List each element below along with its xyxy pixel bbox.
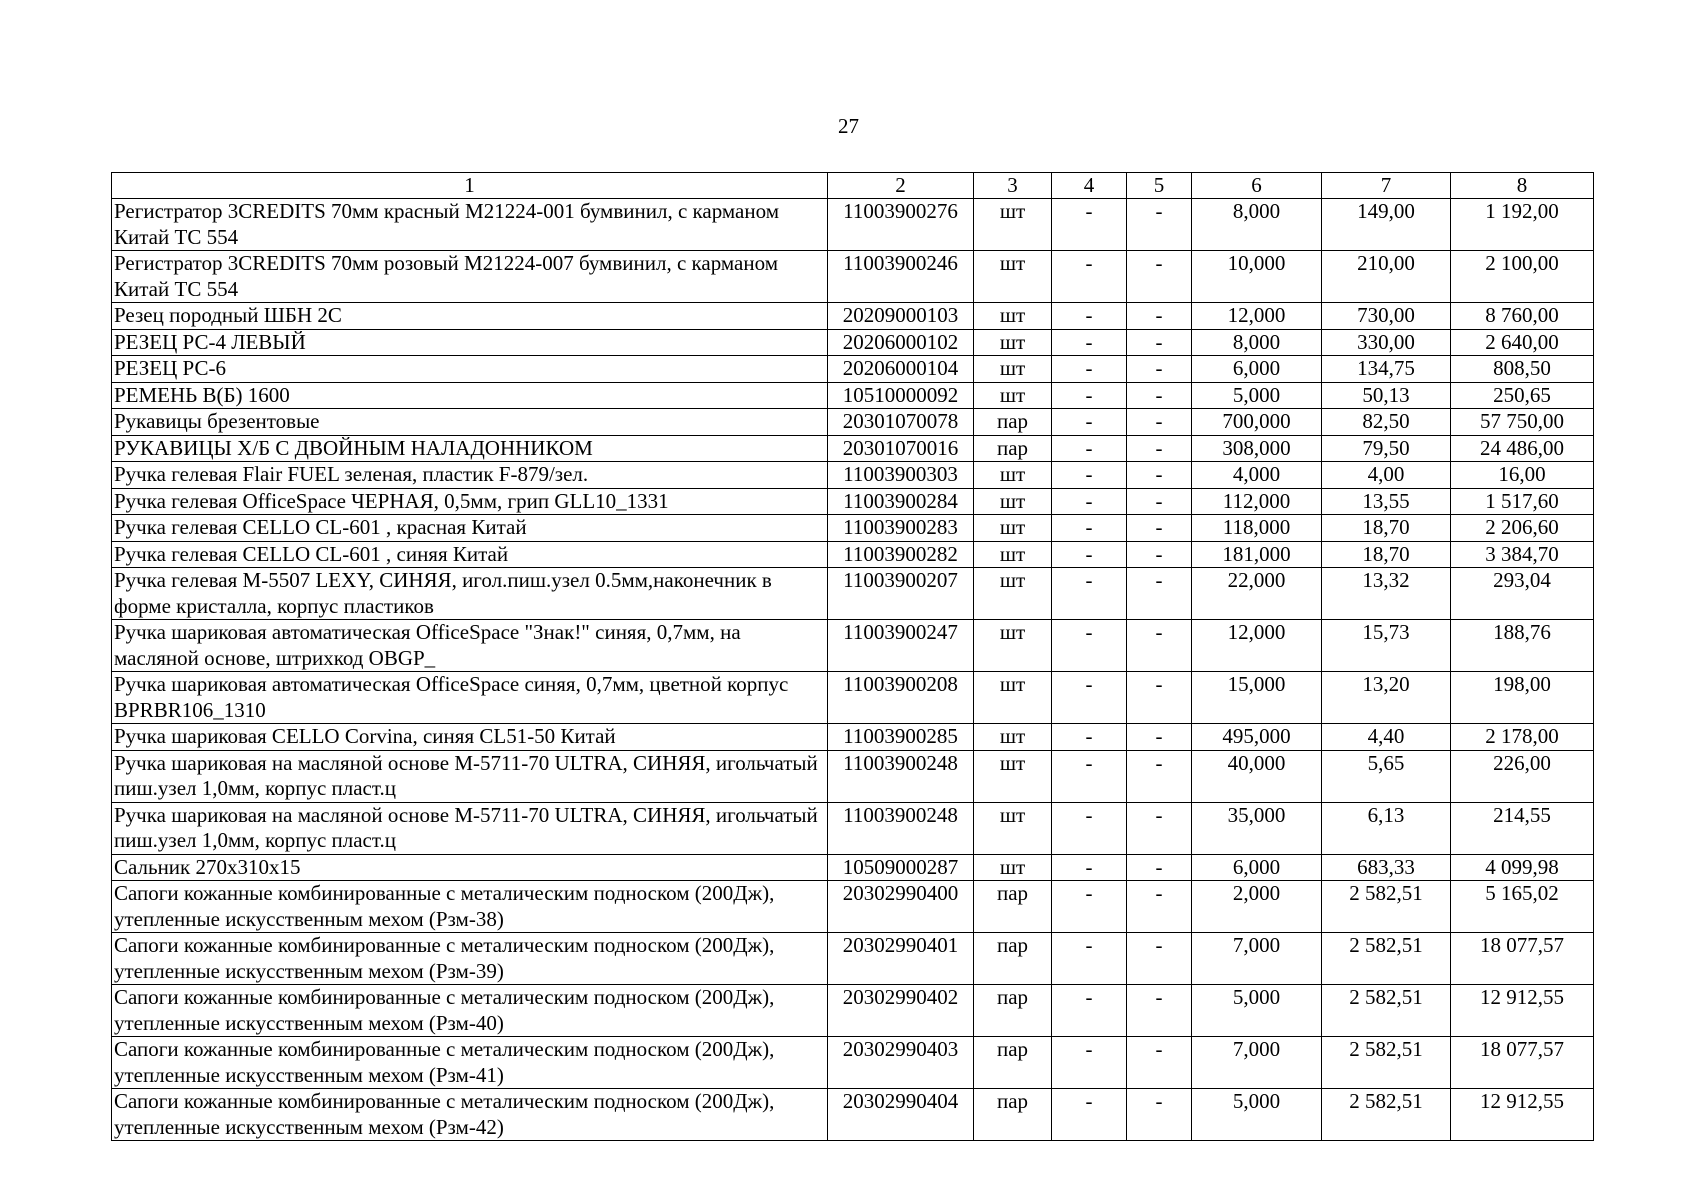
unit-cell: шт: [974, 724, 1052, 751]
unit-cell: шт: [974, 462, 1052, 489]
item-name-cell: Сапоги кожанные комбинированные с металическим подноском (200Дж), утепленные искусственным мехом (Рзм-41): [112, 1037, 828, 1089]
column-4-cell: -: [1052, 462, 1127, 489]
item-code-cell: 11003900303: [828, 462, 974, 489]
inventory-table: [111, 172, 1594, 1141]
sum-cell: 293,04: [1451, 568, 1594, 620]
column-5-cell: -: [1127, 933, 1192, 985]
sum-cell: 188,76: [1451, 620, 1594, 672]
quantity-cell: 10,000: [1192, 251, 1322, 303]
item-code-cell: 20302990404: [828, 1089, 974, 1141]
unit-cell: пар: [974, 933, 1052, 985]
item-code-cell: 11003900248: [828, 802, 974, 854]
table-row: [112, 1089, 1594, 1141]
table-row: [112, 329, 1594, 356]
item-code-cell: 11003900208: [828, 672, 974, 724]
column-5-cell: -: [1127, 985, 1192, 1037]
sum-cell: 57 750,00: [1451, 409, 1594, 436]
column-5-cell: -: [1127, 881, 1192, 933]
price-cell: 2 582,51: [1322, 1089, 1451, 1141]
column-4-cell: -: [1052, 985, 1127, 1037]
quantity-cell: 22,000: [1192, 568, 1322, 620]
unit-cell: пар: [974, 985, 1052, 1037]
sum-cell: 18 077,57: [1451, 933, 1594, 985]
item-code-cell: 11003900247: [828, 620, 974, 672]
item-code-cell: 11003900283: [828, 515, 974, 542]
item-name-cell: Сальник 270х310х15: [112, 854, 828, 881]
item-code-cell: 20301070078: [828, 409, 974, 436]
table-row: [112, 382, 1594, 409]
item-code-cell: 20206000104: [828, 356, 974, 383]
column-header: 5: [1127, 173, 1192, 199]
price-cell: 2 582,51: [1322, 933, 1451, 985]
sum-cell: 250,65: [1451, 382, 1594, 409]
column-5-cell: -: [1127, 802, 1192, 854]
unit-cell: шт: [974, 750, 1052, 802]
column-4-cell: -: [1052, 199, 1127, 251]
price-cell: 210,00: [1322, 251, 1451, 303]
unit-cell: шт: [974, 620, 1052, 672]
column-4-cell: -: [1052, 251, 1127, 303]
unit-cell: пар: [974, 1089, 1052, 1141]
unit-cell: шт: [974, 854, 1052, 881]
unit-cell: шт: [974, 303, 1052, 330]
sum-cell: 1 192,00: [1451, 199, 1594, 251]
table-row: [112, 488, 1594, 515]
column-5-cell: -: [1127, 329, 1192, 356]
unit-cell: шт: [974, 488, 1052, 515]
quantity-cell: 5,000: [1192, 382, 1322, 409]
table-row: [112, 854, 1594, 881]
sum-cell: 8 760,00: [1451, 303, 1594, 330]
unit-cell: пар: [974, 1037, 1052, 1089]
unit-cell: шт: [974, 541, 1052, 568]
unit-cell: шт: [974, 382, 1052, 409]
column-4-cell: -: [1052, 409, 1127, 436]
item-code-cell: 20206000102: [828, 329, 974, 356]
item-name-cell: Ручка шариковая на масляной основе M-5711-70 ULTRA, СИНЯЯ, игольчатый пиш.узел 1,0мм, корпус пласт.ц: [112, 750, 828, 802]
item-name-cell: Регистратор 3CREDITS 70мм красный М21224-001 бумвинил, с карманом Китай TC 554: [112, 199, 828, 251]
sum-cell: 24 486,00: [1451, 435, 1594, 462]
quantity-cell: 181,000: [1192, 541, 1322, 568]
column-4-cell: -: [1052, 933, 1127, 985]
column-4-cell: -: [1052, 881, 1127, 933]
column-4-cell: -: [1052, 1037, 1127, 1089]
column-5-cell: -: [1127, 199, 1192, 251]
quantity-cell: 15,000: [1192, 672, 1322, 724]
sum-cell: 16,00: [1451, 462, 1594, 489]
price-cell: 4,00: [1322, 462, 1451, 489]
unit-cell: шт: [974, 672, 1052, 724]
sum-cell: 18 077,57: [1451, 1037, 1594, 1089]
item-code-cell: 11003900276: [828, 199, 974, 251]
column-5-cell: -: [1127, 1037, 1192, 1089]
table-row: [112, 409, 1594, 436]
unit-cell: шт: [974, 515, 1052, 542]
column-4-cell: -: [1052, 1089, 1127, 1141]
sum-cell: 2 178,00: [1451, 724, 1594, 751]
quantity-cell: 4,000: [1192, 462, 1322, 489]
item-name-cell: Ручка шариковая автоматическая OfficeSpace синяя, 0,7мм, цветной корпус BPRBR106_1310: [112, 672, 828, 724]
column-4-cell: -: [1052, 488, 1127, 515]
column-5-cell: -: [1127, 541, 1192, 568]
item-name-cell: Сапоги кожанные комбинированные с металическим подноском (200Дж), утепленные искусственным мехом (Рзм-38): [112, 881, 828, 933]
unit-cell: шт: [974, 802, 1052, 854]
sum-cell: 2 206,60: [1451, 515, 1594, 542]
column-5-cell: -: [1127, 435, 1192, 462]
sum-cell: 12 912,55: [1451, 1089, 1594, 1141]
quantity-cell: 700,000: [1192, 409, 1322, 436]
column-header: 1: [112, 173, 828, 199]
table-row: [112, 199, 1594, 251]
column-4-cell: -: [1052, 750, 1127, 802]
quantity-cell: 6,000: [1192, 356, 1322, 383]
column-4-cell: -: [1052, 854, 1127, 881]
item-name-cell: Рукавицы брезентовые: [112, 409, 828, 436]
column-4-cell: -: [1052, 620, 1127, 672]
column-5-cell: -: [1127, 1089, 1192, 1141]
item-name-cell: Ручка шариковая на масляной основе M-5711-70 ULTRA, СИНЯЯ, игольчатый пиш.узел 1,0мм, корпус пласт.ц: [112, 802, 828, 854]
table-row: [112, 303, 1594, 330]
price-cell: 15,73: [1322, 620, 1451, 672]
price-cell: 82,50: [1322, 409, 1451, 436]
item-code-cell: 20302990402: [828, 985, 974, 1037]
sum-cell: 5 165,02: [1451, 881, 1594, 933]
unit-cell: пар: [974, 435, 1052, 462]
column-5-cell: -: [1127, 515, 1192, 542]
column-5-cell: -: [1127, 409, 1192, 436]
column-number-row: [112, 173, 1594, 199]
unit-cell: шт: [974, 356, 1052, 383]
item-code-cell: 20209000103: [828, 303, 974, 330]
price-cell: 330,00: [1322, 329, 1451, 356]
sum-cell: 2 100,00: [1451, 251, 1594, 303]
item-name-cell: Ручка шариковая CELLO Corvina, синяя CL51-50 Китай: [112, 724, 828, 751]
quantity-cell: 7,000: [1192, 1037, 1322, 1089]
column-4-cell: -: [1052, 724, 1127, 751]
item-name-cell: РЕЗЕЦ РС-6: [112, 356, 828, 383]
price-cell: 134,75: [1322, 356, 1451, 383]
item-code-cell: 11003900284: [828, 488, 974, 515]
item-name-cell: Сапоги кожанные комбинированные с металическим подноском (200Дж), утепленные искусственным мехом (Рзм-40): [112, 985, 828, 1037]
item-code-cell: 20302990403: [828, 1037, 974, 1089]
item-name-cell: Ручка гелевая CELLO CL-601 , красная Китай: [112, 515, 828, 542]
table-row: [112, 435, 1594, 462]
item-name-cell: Ручка гелевая Flair FUEL зеленая, пластик F-879/зел.: [112, 462, 828, 489]
item-name-cell: Регистратор 3CREDITS 70мм розовый М21224-007 бумвинил, с карманом Китай TC 554: [112, 251, 828, 303]
quantity-cell: 8,000: [1192, 199, 1322, 251]
quantity-cell: 7,000: [1192, 933, 1322, 985]
column-4-cell: -: [1052, 329, 1127, 356]
item-name-cell: Резец породный ШБН 2С: [112, 303, 828, 330]
item-code-cell: 10510000092: [828, 382, 974, 409]
quantity-cell: 40,000: [1192, 750, 1322, 802]
item-code-cell: 11003900282: [828, 541, 974, 568]
sum-cell: 1 517,60: [1451, 488, 1594, 515]
item-code-cell: 10509000287: [828, 854, 974, 881]
price-cell: 5,65: [1322, 750, 1451, 802]
column-5-cell: -: [1127, 488, 1192, 515]
quantity-cell: 5,000: [1192, 985, 1322, 1037]
price-cell: 6,13: [1322, 802, 1451, 854]
unit-cell: шт: [974, 329, 1052, 356]
item-name-cell: РЕЗЕЦ РС-4 ЛЕВЫЙ: [112, 329, 828, 356]
column-5-cell: -: [1127, 620, 1192, 672]
column-4-cell: -: [1052, 672, 1127, 724]
unit-cell: шт: [974, 251, 1052, 303]
sum-cell: 198,00: [1451, 672, 1594, 724]
table-row: [112, 985, 1594, 1037]
column-4-cell: -: [1052, 802, 1127, 854]
column-5-cell: -: [1127, 724, 1192, 751]
item-code-cell: 11003900207: [828, 568, 974, 620]
table-row: [112, 462, 1594, 489]
price-cell: 2 582,51: [1322, 985, 1451, 1037]
quantity-cell: 5,000: [1192, 1089, 1322, 1141]
item-code-cell: 20302990400: [828, 881, 974, 933]
column-4-cell: -: [1052, 541, 1127, 568]
sum-cell: 3 384,70: [1451, 541, 1594, 568]
column-5-cell: -: [1127, 382, 1192, 409]
column-5-cell: -: [1127, 854, 1192, 881]
column-5-cell: -: [1127, 672, 1192, 724]
item-code-cell: 11003900285: [828, 724, 974, 751]
item-name-cell: Сапоги кожанные комбинированные с металическим подноском (200Дж), утепленные искусственным мехом (Рзм-42): [112, 1089, 828, 1141]
column-4-cell: -: [1052, 382, 1127, 409]
item-name-cell: РЕМЕНЬ В(Б) 1600: [112, 382, 828, 409]
table-row: [112, 881, 1594, 933]
quantity-cell: 12,000: [1192, 303, 1322, 330]
column-header: 6: [1192, 173, 1322, 199]
table-row: [112, 541, 1594, 568]
unit-cell: шт: [974, 199, 1052, 251]
table-row: [112, 750, 1594, 802]
item-name-cell: РУКАВИЦЫ Х/Б С ДВОЙНЫМ НАЛАДОННИКОМ: [112, 435, 828, 462]
item-code-cell: 11003900248: [828, 750, 974, 802]
column-header: 2: [828, 173, 974, 199]
quantity-cell: 308,000: [1192, 435, 1322, 462]
item-code-cell: 11003900246: [828, 251, 974, 303]
price-cell: 149,00: [1322, 199, 1451, 251]
sum-cell: 4 099,98: [1451, 854, 1594, 881]
column-header: 7: [1322, 173, 1451, 199]
item-name-cell: Ручка гелевая M-5507 LEXY, СИНЯЯ, игол.пиш.узел 0.5мм,наконечник в форме кристалла, корпус пластиков: [112, 568, 828, 620]
table-row: [112, 724, 1594, 751]
table-row: [112, 802, 1594, 854]
price-cell: 13,32: [1322, 568, 1451, 620]
item-code-cell: 20302990401: [828, 933, 974, 985]
column-5-cell: -: [1127, 303, 1192, 330]
column-5-cell: -: [1127, 356, 1192, 383]
column-4-cell: -: [1052, 568, 1127, 620]
table-row: [112, 620, 1594, 672]
quantity-cell: 6,000: [1192, 854, 1322, 881]
column-4-cell: -: [1052, 303, 1127, 330]
price-cell: 50,13: [1322, 382, 1451, 409]
unit-cell: пар: [974, 881, 1052, 933]
item-name-cell: Ручка гелевая CELLO CL-601 , синяя Китай: [112, 541, 828, 568]
column-4-cell: -: [1052, 356, 1127, 383]
column-5-cell: -: [1127, 568, 1192, 620]
table-row: [112, 515, 1594, 542]
quantity-cell: 12,000: [1192, 620, 1322, 672]
quantity-cell: 495,000: [1192, 724, 1322, 751]
table-row: [112, 568, 1594, 620]
table-row: [112, 933, 1594, 985]
price-cell: 13,55: [1322, 488, 1451, 515]
column-header: 4: [1052, 173, 1127, 199]
table-row: [112, 251, 1594, 303]
price-cell: 13,20: [1322, 672, 1451, 724]
quantity-cell: 118,000: [1192, 515, 1322, 542]
item-name-cell: Сапоги кожанные комбинированные с металическим подноском (200Дж), утепленные искусственным мехом (Рзм-39): [112, 933, 828, 985]
quantity-cell: 8,000: [1192, 329, 1322, 356]
quantity-cell: 2,000: [1192, 881, 1322, 933]
price-cell: 4,40: [1322, 724, 1451, 751]
price-cell: 2 582,51: [1322, 1037, 1451, 1089]
column-4-cell: -: [1052, 435, 1127, 462]
unit-cell: шт: [974, 568, 1052, 620]
item-code-cell: 20301070016: [828, 435, 974, 462]
sum-cell: 808,50: [1451, 356, 1594, 383]
column-5-cell: -: [1127, 251, 1192, 303]
unit-cell: пар: [974, 409, 1052, 436]
table-row: [112, 356, 1594, 383]
price-cell: 2 582,51: [1322, 881, 1451, 933]
quantity-cell: 112,000: [1192, 488, 1322, 515]
column-5-cell: -: [1127, 750, 1192, 802]
sum-cell: 214,55: [1451, 802, 1594, 854]
price-cell: 683,33: [1322, 854, 1451, 881]
quantity-cell: 35,000: [1192, 802, 1322, 854]
item-name-cell: Ручка гелевая OfficeSpace ЧЕРНАЯ, 0,5мм, грип GLL10_1331: [112, 488, 828, 515]
price-cell: 730,00: [1322, 303, 1451, 330]
column-5-cell: -: [1127, 462, 1192, 489]
page-number: 27: [838, 114, 859, 138]
table-row: [112, 672, 1594, 724]
sum-cell: 226,00: [1451, 750, 1594, 802]
price-cell: 79,50: [1322, 435, 1451, 462]
price-cell: 18,70: [1322, 541, 1451, 568]
table-row: [112, 1037, 1594, 1089]
price-cell: 18,70: [1322, 515, 1451, 542]
sum-cell: 2 640,00: [1451, 329, 1594, 356]
sum-cell: 12 912,55: [1451, 985, 1594, 1037]
column-header: 3: [974, 173, 1052, 199]
column-4-cell: -: [1052, 515, 1127, 542]
column-header: 8: [1451, 173, 1594, 199]
item-name-cell: Ручка шариковая автоматическая OfficeSpace "Знак!" синяя, 0,7мм, на масляной основе, штрихкод OBGP_: [112, 620, 828, 672]
